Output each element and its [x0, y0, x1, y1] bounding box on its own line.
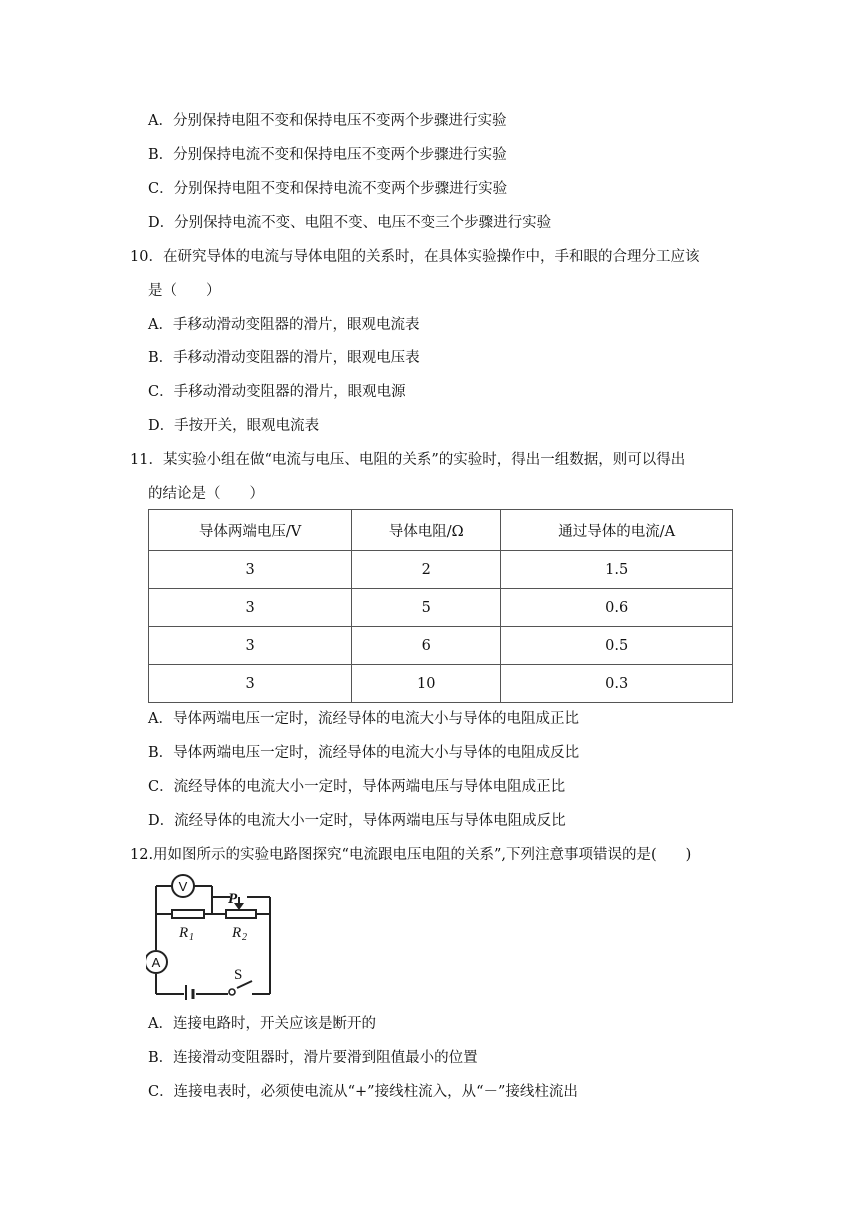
table-cell: 3 — [149, 665, 352, 703]
data-table — [148, 509, 733, 703]
table-row — [149, 665, 733, 703]
q11-option-a: A．导体两端电压一定时，流经导体的电流大小与导体的电阻成正比 — [148, 711, 579, 727]
table-header-cell: 通过导体的电流/A — [501, 510, 733, 551]
q9-option-c: C．分别保持电阻不变和保持电流不变两个步骤进行实验 — [148, 181, 508, 197]
r2-subscript: 2 — [242, 932, 247, 943]
table-row — [149, 589, 733, 627]
q10-option-c: C．手移动滑动变阻器的滑片，眼观电源 — [148, 384, 406, 400]
q11-option-b: B．导体两端电压一定时，流经导体的电流大小与导体的电阻成反比 — [148, 745, 580, 761]
table-cell: 0.3 — [501, 665, 733, 703]
table-header-row — [149, 510, 733, 551]
table-cell: 6 — [352, 627, 501, 665]
table-cell: 1.5 — [501, 551, 733, 589]
q9-option-a: A．分别保持电阻不变和保持电压不变两个步骤进行实验 — [148, 113, 507, 129]
resistor-r1 — [172, 910, 204, 918]
switch-label: S — [234, 967, 243, 983]
q11-stem-cont: 的结论是（ ） — [148, 486, 264, 502]
table-header-cell: 导体两端电压/V — [149, 510, 352, 551]
q11-option-d: D．流经导体的电流大小一定时，导体两端电压与导体电阻成反比 — [148, 813, 566, 829]
table-cell: 3 — [149, 627, 352, 665]
circuit-diagram — [146, 870, 278, 1000]
table-cell: 0.5 — [501, 627, 733, 665]
q12-option-a: A．连接电路时，开关应该是断开的 — [148, 1016, 376, 1032]
q10-option-d: D．手按开关，眼观电流表 — [148, 418, 320, 434]
q10-option-b: B．手移动滑动变阻器的滑片，眼观电压表 — [148, 350, 420, 366]
table-row — [149, 551, 733, 589]
table-cell: 10 — [352, 665, 501, 703]
table-row — [149, 627, 733, 665]
q12-option-c: C．连接电表时，必须使电流从“+”接线柱流入，从“－”接线柱流出 — [148, 1084, 578, 1100]
table-header-cell: 导体电阻/Ω — [352, 510, 501, 551]
table-cell: 2 — [352, 551, 501, 589]
q9-option-b: B．分别保持电流不变和保持电压不变两个步骤进行实验 — [148, 147, 507, 163]
r2-label: R — [232, 925, 242, 941]
rheostat-r2 — [226, 910, 256, 918]
voltmeter-label: V — [178, 879, 188, 894]
pointer-label: P — [228, 891, 238, 907]
q10-stem: 10．在研究导体的电流与导体电阻的关系时，在具体实验操作中，手和眼的合理分工应该 — [130, 249, 700, 265]
r1-label: R — [179, 925, 189, 941]
q9-option-d: D．分别保持电流不变、电阻不变、电压不变三个步骤进行实验 — [148, 215, 552, 231]
table-cell: 3 — [149, 589, 352, 627]
table-cell: 3 — [149, 551, 352, 589]
q11-stem: 11．某实验小组在做“电流与电压、电阻的关系”的实验时，得出一组数据，则可以得出 — [130, 452, 686, 468]
switch-symbol — [229, 989, 235, 995]
q10-stem-cont: 是（ ） — [148, 283, 221, 299]
q12-option-b: B．连接滑动变阻器时，滑片要滑到阻值最小的位置 — [148, 1050, 478, 1066]
ammeter-label: A — [151, 955, 161, 970]
q12-stem: 12.用如图所示的实验电路图探究“电流跟电压电阻的关系”,下列注意事项错误的是( ) — [130, 847, 692, 863]
table-cell: 5 — [352, 589, 501, 627]
q10-option-a: A．手移动滑动变阻器的滑片，眼观电流表 — [148, 317, 420, 333]
q11-option-c: C．流经导体的电流大小一定时，导体两端电压与导体电阻成正比 — [148, 779, 566, 795]
r1-subscript: 1 — [189, 932, 194, 943]
table-cell: 0.6 — [501, 589, 733, 627]
